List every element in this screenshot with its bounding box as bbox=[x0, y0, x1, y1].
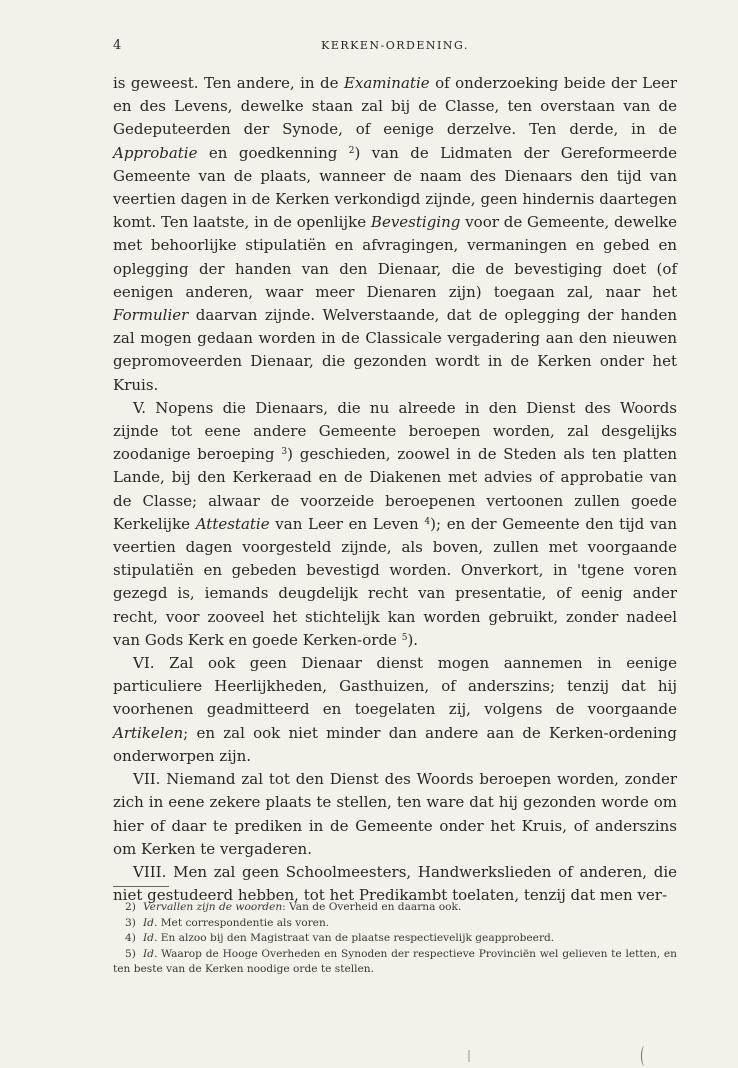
footnote-rule bbox=[113, 886, 169, 887]
term-attestatie: Attestatie bbox=[195, 514, 270, 533]
body-text bbox=[113, 72, 677, 907]
footnote-5: 5) Id. Waarop de Hooge Overheden en Synoden der respectieve Provinciën wel gelieven te letten, en ten beste van de Kerken noodige orde te stellen. bbox=[113, 947, 677, 975]
footnote-ref-4: 4 bbox=[424, 516, 431, 527]
paragraph-article-vi: VI. Zal ook geen Dienaar dienst mogen aannemen in eenige particuliere Heerlijkheden, Gasthuizen, of anderszins; tenzij dat hij voorhenen geadmitteerd en toegelaten zij, volgens de voorgaande Artikelen; en zal ook niet minder dan andere aan de Kerken-ordening onderworpen zijn. bbox=[113, 654, 677, 765]
term-examinatie: Examinatie bbox=[343, 74, 430, 92]
paragraph-1: is geweest. Ten andere, in de Examinatie of onderzoeking beide der Leer en des Levens, dewelke staan zal bij de Classe, ten overstaan van de Gedeputeerden der Synode, of eenige derzelve. Ten derde, in de Approbatie en goedkenning $^2$) van de Lidmaten der Gereformeerde Gemeente van de plaats, wanneer de naam des Dienaars den tijd van veertien dagen in de Kerken verkondigd zijnde, geen hindernis daartegen komt. Ten laatste, in de openlijke Bevestiging voor de Gemeente, dewelke met behoorlijke stipulatiën en afvragingen, vermaningen en gebed en oplegging der handen van den Dienaar, die de bevestiging doet (of eenigen anderen, waar meer Dienaren zijn) toegaan zal, naar het Formulier daarvan zijnde. Welverstaande, dat de oplegging der handen zal mogen gedaan worden in de Classicale vergadering aan den nieuwen gepromoveerden Dienaar, die gezonden wordt in de Kerken onder het Kruis. bbox=[113, 74, 678, 394]
page-number: 4 bbox=[113, 38, 123, 53]
page-header bbox=[113, 38, 677, 58]
term-approbatie: Approbatie bbox=[113, 143, 198, 162]
paragraph-article-v: V. Nopens die Dienaars, die nu alreede in den Dienst des Woords zijnde tot eene andere Gemeente beroepen worden, zal desgelijks zoodanige beroeping $^3$) geschieden, zoowel in de Steden als ten platten Lande, bij den Kerkeraad en de Diakenen met advies of approbatie van de Classe; alwaar de voorzeide beroepenen vertoonen zullen goede Kerkelijke Attestatie van Leer en Leven $^4$); en der Gemeente den tijd van veertien dagen voorgesteld zijnde, als boven, zullen met voorgaande stipulatiën en gebeden bevestigd worden. Onverkort, in 'tgene voren gezegd is, iemands deugdelijk recht van presentatie, of eenig ander recht, voor zooveel het stichtelijk kan worden gebruikt, zonder nadeel van Gods Kerk en goede Kerken-orde $^5$). bbox=[113, 398, 678, 649]
footnote-2: 2) Vervallen zijn de woorden: Van de Overheid en daarna ook. bbox=[125, 901, 462, 913]
term-bevestiging: Bevestiging bbox=[370, 213, 461, 232]
running-head: KERKEN-ORDENING. bbox=[321, 39, 469, 52]
term-artikelen: Artikelen bbox=[113, 723, 184, 742]
footnote-4: 4) Id. En alzoo bij den Magistraat van de plaatse respectievelijk geapprobeerd. bbox=[125, 932, 555, 944]
footnote-3: 3) Id. Met correspondentie als voren. bbox=[125, 916, 330, 929]
paragraph-article-viii: VIII. Men zal geen Schoolmeesters, Handwerkslieden of anderen, die niet gestudeerd hebben, tot het Predikambt toelaten, tenzij dat men ver- bbox=[113, 862, 677, 905]
scan-mark-bracket bbox=[641, 1046, 648, 1066]
paragraph-article-vii: VII. Niemand zal tot den Dienst des Woords beroepen worden, zonder zich in eene zekere plaats te stellen, ten ware dat hij gezonden worde om hier of daar te prediken in de Gemeente onder het Kruis, of anderszins om Kerken te vergaderen. bbox=[113, 770, 677, 858]
footnote-ref-3: 3 bbox=[281, 447, 288, 458]
term-formulier: Formulier bbox=[113, 306, 189, 325]
footnote-ref-5: 5 bbox=[401, 632, 408, 643]
scan-mark bbox=[468, 1050, 470, 1062]
footnote-ref-2: 2 bbox=[348, 145, 355, 156]
footnotes bbox=[113, 900, 677, 978]
